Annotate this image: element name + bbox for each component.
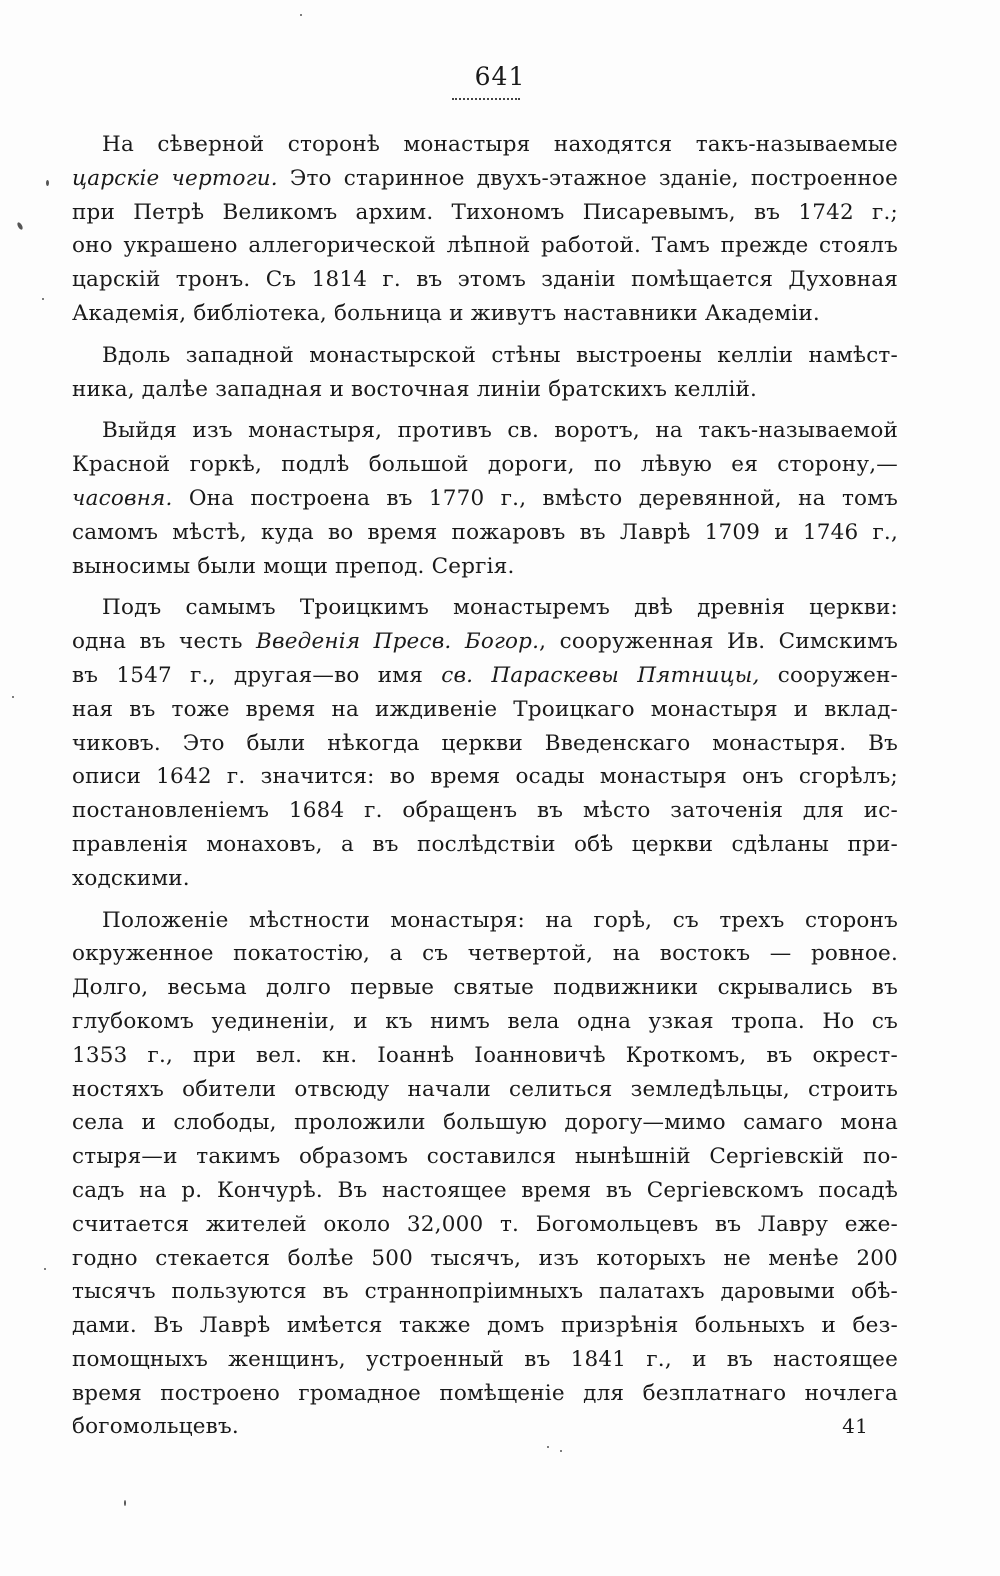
text-run: одна въ честь [72, 629, 256, 655]
text-line [72, 339, 898, 373]
text-run: ностяхъ обители отвсюду начали селиться земледѣльцы, строить [72, 1076, 898, 1102]
text-line [72, 414, 898, 448]
text-line [72, 263, 898, 297]
text-run: богомольцевъ. [72, 1414, 239, 1440]
text-line [72, 937, 898, 971]
text-run: оно украшено аллегорической лѣпной работой. Тамъ прежде стоялъ [72, 233, 898, 259]
text-line [72, 550, 898, 584]
text-run: стыря—и такимъ образомъ составился нынѣшній Сергіевскій по- [72, 1144, 898, 1170]
text-run: Академія, библіотека, больница и живутъ наставники Академіи. [72, 300, 820, 326]
text-line [72, 516, 898, 550]
page-number-rule [452, 98, 520, 100]
text-run: самомъ мѣстѣ, куда во время пожаровъ въ Лаврѣ 1709 и 1746 г., [72, 519, 898, 545]
text-run: правленія монаховъ, а въ послѣдствіи обѣ церкви сдѣланы при- [72, 831, 898, 857]
italic-phrase: Введенія Пресв. Богор. [256, 629, 540, 655]
text-line [72, 1140, 898, 1174]
text-line [72, 693, 898, 727]
text-run: время построено громадное помѣщеніе для безплатнаго ночлега [72, 1380, 898, 1406]
text-run: Положеніе мѣстности монастыря: на горѣ, съ трехъ сторонъ [102, 907, 898, 933]
text-run: села и слободы, проложили большую дорогу—мимо самаго мона [72, 1110, 898, 1136]
text-run: постановленіемъ 1684 г. обращенъ въ мѣсто заточенія для ис- [72, 798, 898, 824]
text-line [72, 1039, 898, 1073]
text-run: садъ на р. Кончурѣ. Въ настоящее время въ Сергіевскомъ посадѣ [72, 1177, 898, 1203]
text-run: ника, далѣе западная и восточная линіи братскихъ келлій. [72, 376, 758, 402]
text-run: окруженное покатостію, а съ четвертой, на востокъ — ровное. [72, 941, 898, 967]
text-line [72, 482, 898, 516]
text-line [72, 1343, 898, 1377]
page-number: 641 [474, 62, 526, 91]
text-line [72, 904, 898, 938]
text-line [72, 297, 898, 331]
text-run: сооружен- [759, 662, 899, 688]
text-run: глубокомъ уединеніи, и къ нимъ вела одна узкая тропа. Но съ [72, 1008, 898, 1034]
text-line [72, 828, 898, 862]
signature-mark: 41 [842, 1414, 868, 1439]
paragraph [72, 339, 898, 407]
text-run: Это старинное двухъ-этажное зданіе, построенное [277, 165, 898, 191]
scan-speck [42, 298, 44, 300]
text-run: Красной горкѣ, подлѣ большой дороги, по лѣвую ея сторону,— [72, 452, 898, 478]
text-run: ходскими. [72, 865, 190, 891]
text-run: дами. Въ Лаврѣ имѣется также домъ призрѣнія больныхъ и без- [72, 1313, 898, 1339]
text-run: годно стекается болѣе 500 тысячъ, изъ которыхъ не менѣе 200 [72, 1245, 898, 1271]
text-line [72, 448, 898, 482]
scan-speck [44, 1268, 46, 1270]
text-line [72, 862, 898, 896]
italic-phrase: св. Параскевы Пятницы, [441, 662, 760, 688]
scan-speck [46, 180, 49, 186]
text-line [72, 591, 898, 625]
text-line [72, 1005, 898, 1039]
italic-phrase: царскіе чертоги. [72, 165, 278, 191]
text-line [72, 229, 898, 263]
text-run: выносимы были мощи препод. Сергія. [72, 553, 515, 579]
text-run: въ 1547 г., другая—во имя [72, 662, 442, 688]
scan-speck [300, 14, 302, 16]
text-line [72, 625, 898, 659]
text-run: Вдоль западной монастырской стѣны выстроены келліи намѣст- [102, 342, 898, 368]
text-run: , сооруженная Ив. Симскимъ [539, 629, 898, 655]
text-line [72, 1275, 898, 1309]
body-text [72, 128, 898, 1452]
scan-speck [124, 1500, 126, 1506]
text-line [72, 373, 898, 407]
scan-speck [12, 696, 14, 698]
text-line [72, 727, 898, 761]
text-line [72, 1242, 898, 1276]
text-run: помощныхъ женщинъ, устроенный въ 1841 г., и въ настоящее [72, 1346, 898, 1372]
text-line [72, 196, 898, 230]
scan-speck [560, 1450, 562, 1452]
text-run: Выйдя изъ монастыря, противъ св. воротъ, на такъ-называемой [102, 418, 898, 444]
text-line [72, 162, 898, 196]
paragraph [72, 128, 898, 331]
text-line [72, 1208, 898, 1242]
scan-speck [547, 1446, 549, 1448]
text-run: Долго, весьма долго первые святые подвижники скрывались въ [72, 975, 898, 1001]
paragraph [72, 904, 898, 1445]
text-run: при Петрѣ Великомъ архим. Тихономъ Писаревымъ, въ 1742 г.; [72, 199, 898, 225]
text-line [72, 1073, 898, 1107]
paragraph [72, 414, 898, 583]
text-line [72, 1174, 898, 1208]
text-run: ная въ тоже время на иждивеніе Троицкаго монастыря и вклад- [72, 696, 898, 722]
text-run: Подъ самымъ Троицкимъ монастыремъ двѣ древнія церкви: [102, 595, 898, 621]
paragraph [72, 591, 898, 895]
text-line [72, 760, 898, 794]
text-line [72, 1309, 898, 1343]
text-line [72, 1377, 898, 1411]
text-run: считается жителей около 32,000 т. Богомольцевъ въ Лавру еже- [72, 1211, 898, 1237]
text-run: тысячъ пользуются въ страннопріимныхъ палатахъ даровыми обѣ- [72, 1279, 898, 1305]
text-run: 1353 г., при вел. кн. Іоаннѣ Іоанновичѣ Кроткомъ, въ окрест- [72, 1042, 898, 1068]
text-run: царскій тронъ. Съ 1814 г. въ этомъ зданіи помѣщается Духовная [72, 267, 898, 293]
text-run: чиковъ. Это были нѣкогда церкви Введенскаго монастыря. Въ [72, 730, 898, 756]
text-run: На сѣверной сторонѣ монастыря находятся такъ-называемые [102, 132, 898, 157]
text-line [72, 659, 898, 693]
text-line [72, 128, 898, 162]
text-line [72, 971, 898, 1005]
text-run: описи 1642 г. значится: во время осады монастыря онъ сгорѣлъ; [72, 764, 898, 790]
text-line [72, 794, 898, 828]
text-run: Она построена въ 1770 г., вмѣсто деревянной, на томъ [172, 485, 898, 511]
text-line [72, 1106, 898, 1140]
italic-phrase: часовня. [72, 485, 173, 511]
scan-speck [16, 222, 23, 231]
text-line [72, 1410, 898, 1444]
